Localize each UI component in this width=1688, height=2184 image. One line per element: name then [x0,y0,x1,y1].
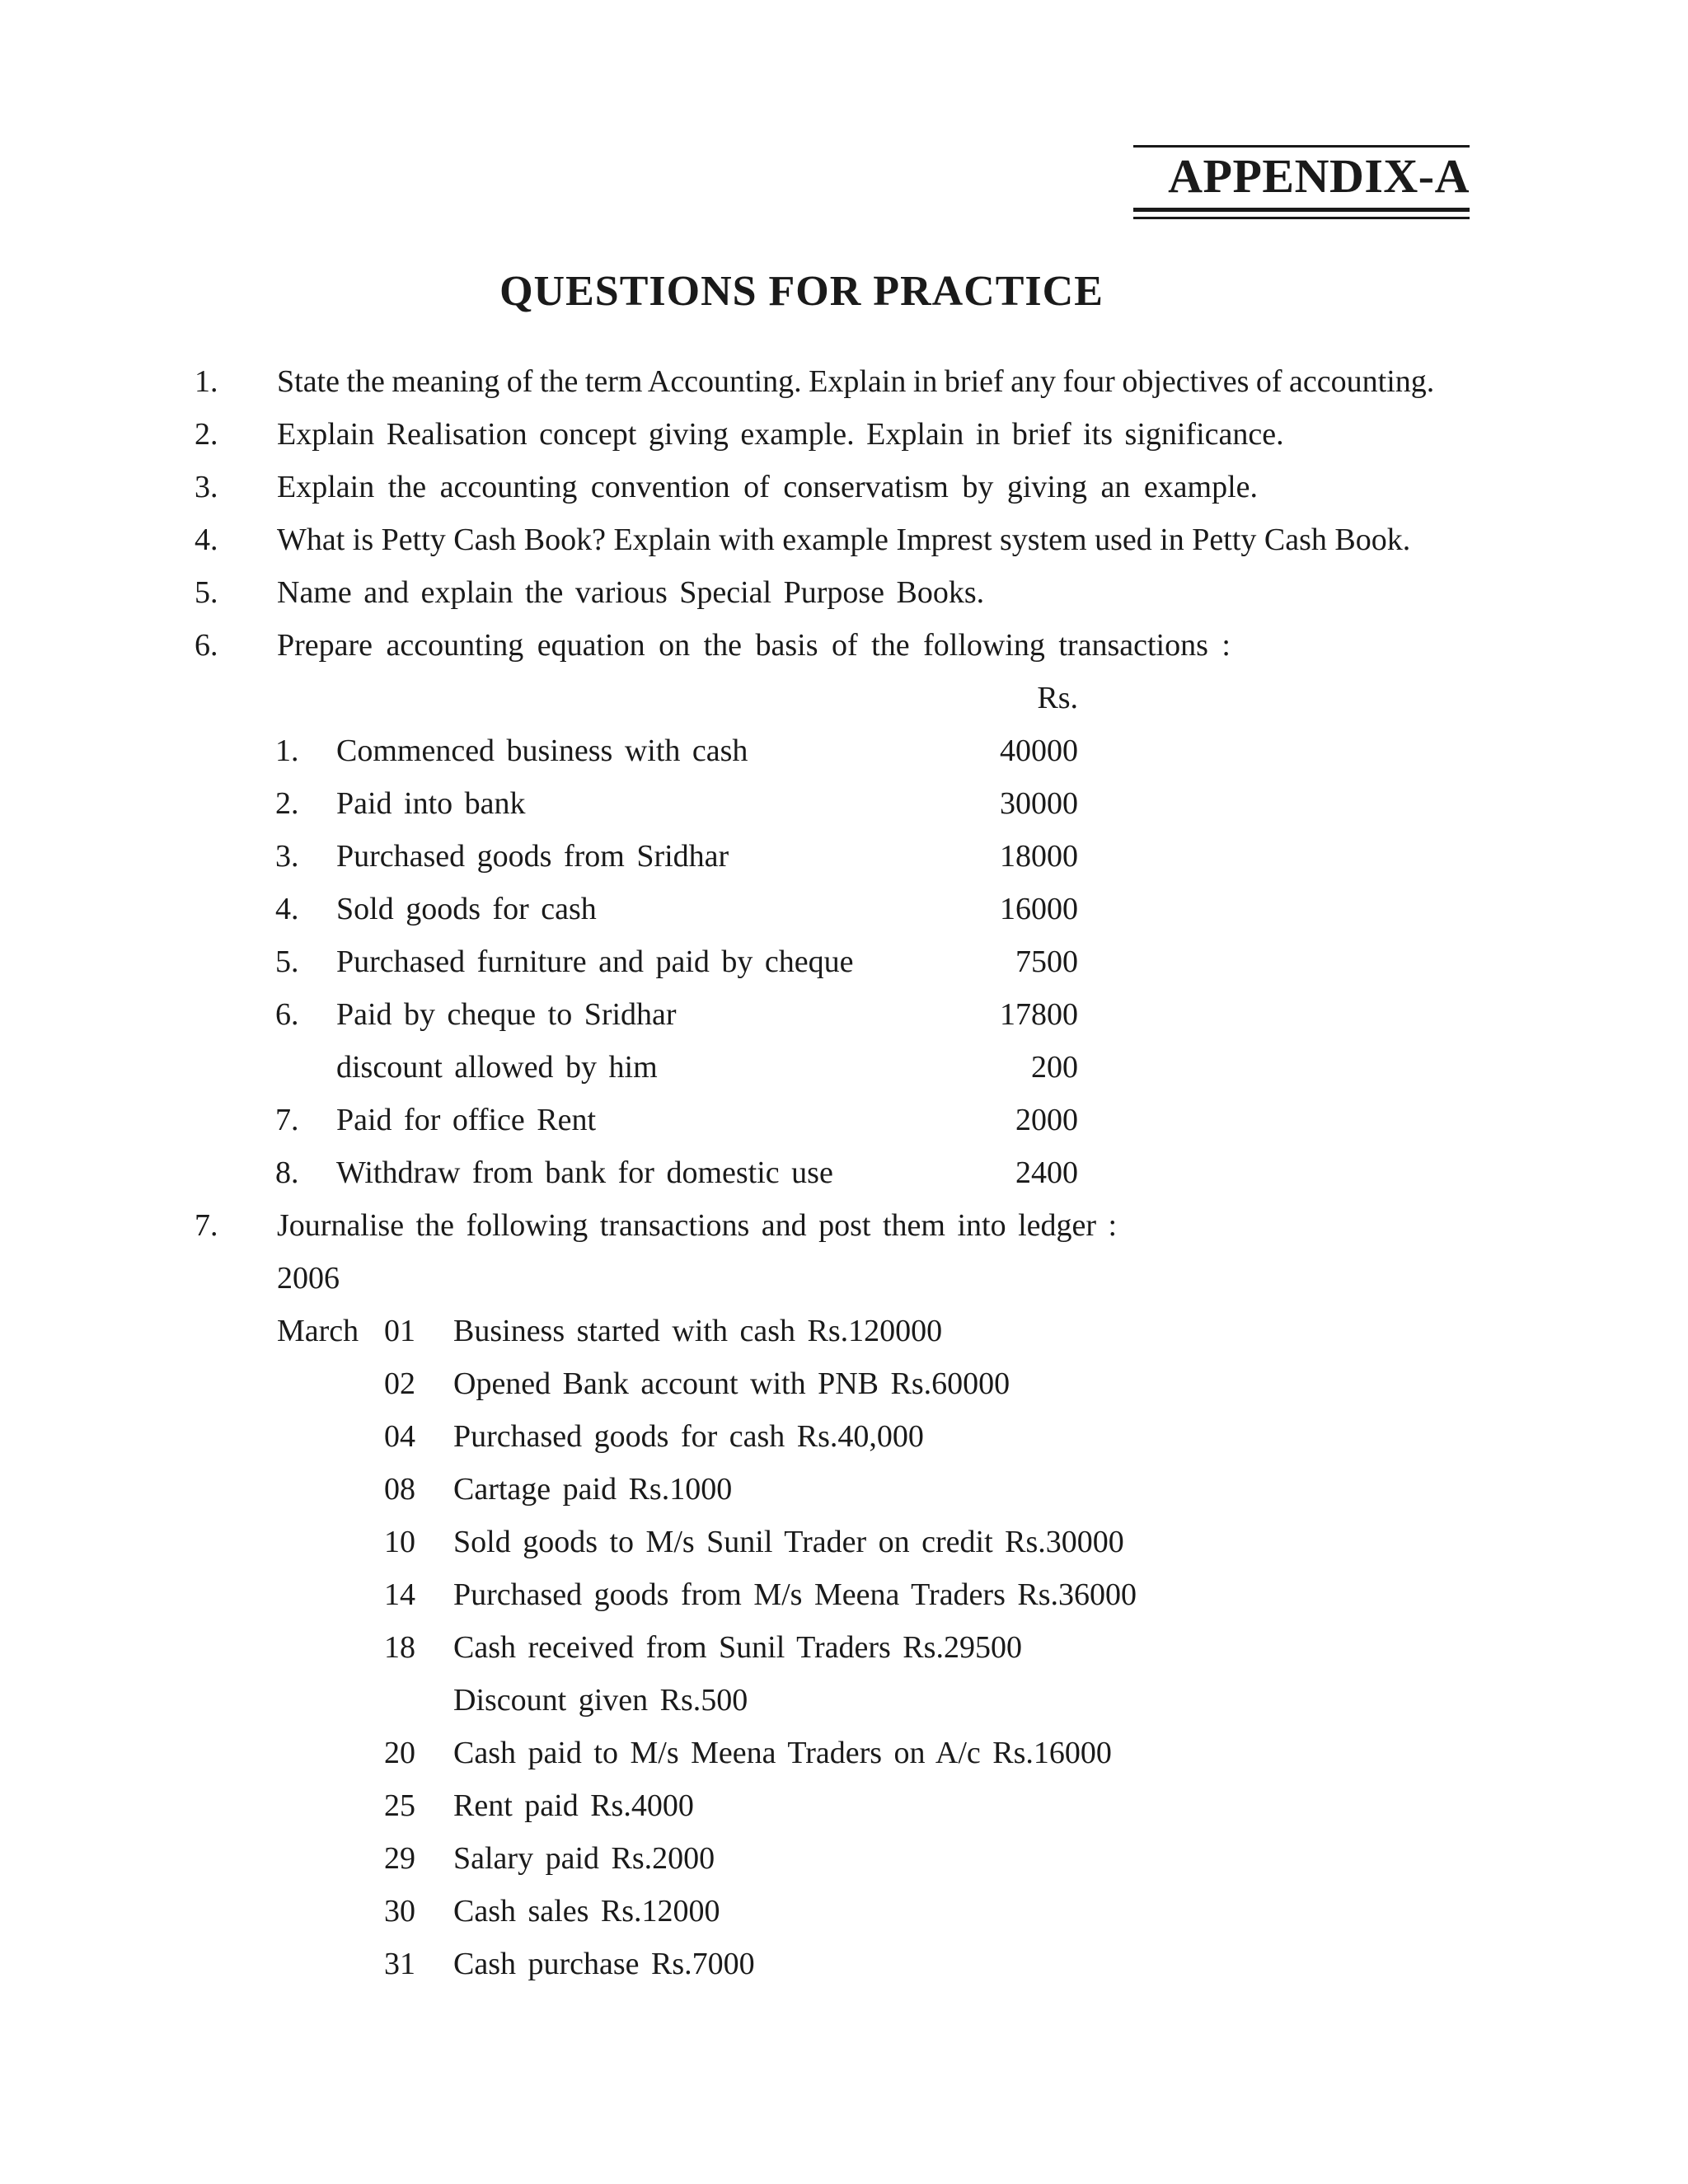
journal-day: 31 [384,1947,415,1981]
journal-day: 25 [384,1788,415,1823]
transaction-number: 1. [275,733,299,768]
question-text: State the meaning of the term Accounting. Explain in brief any four objectives of accounting. [277,364,1435,399]
question-text: Explain the accounting convention of conservatism by giving an example. [277,470,1259,504]
transaction-amount: 40000 [1000,733,1078,768]
transaction-amount: 30000 [1000,786,1078,821]
journal-day: 20 [384,1736,415,1770]
transaction-amount: 16000 [1000,892,1078,926]
transaction-amount: 2000 [1015,1103,1078,1137]
journal-entry-text: Cash paid to M/s Meena Traders on A/c Rs.16000 [453,1736,1112,1770]
transaction-text: Paid for office Rent [336,1103,597,1137]
journal-day: 04 [384,1419,415,1454]
page-title: QUESTIONS FOR PRACTICE [499,268,1104,315]
question-text: Journalise the following transactions and post them into ledger : [277,1208,1118,1243]
journal-day: 02 [384,1366,415,1401]
question-number: 6. [195,628,218,663]
journal-entry-text: Cash purchase Rs.7000 [453,1947,755,1981]
transaction-amount: 200 [1031,1050,1078,1085]
transaction-text: Sold goods for cash [336,892,597,926]
question-text: Name and explain the various Special Purpose Books. [277,575,985,610]
transaction-number: 2. [275,786,299,821]
journal-entry-text: Sold goods to M/s Sunil Trader on credit Rs.30000 [453,1525,1124,1559]
question-number: 2. [195,417,218,452]
journal-day: 10 [384,1525,415,1559]
journal-day: 01 [384,1314,415,1348]
journal-entry-text: Discount given Rs.500 [453,1683,748,1718]
transaction-text: Purchased goods from Sridhar [336,839,729,874]
question-number: 3. [195,470,218,504]
journal-entry-text: Cash received from Sunil Traders Rs.29500 [453,1630,1022,1665]
question-text: Prepare accounting equation on the basis of the following transactions : [277,628,1231,663]
journal-day: 14 [384,1577,415,1612]
transaction-text: Commenced business with cash [336,733,748,768]
transaction-amount: 7500 [1015,944,1078,979]
transaction-text: discount allowed by him [336,1050,658,1085]
journal-entry-text: Opened Bank account with PNB Rs.60000 [453,1366,1010,1401]
question-text: Explain Realisation concept giving example. Explain in brief its significance. [277,417,1284,452]
question-text: What is Petty Cash Book? Explain with example Imprest system used in Petty Cash Book. [277,523,1411,557]
journal-entry-text: Business started with cash Rs.120000 [453,1314,943,1348]
appendix-heading: APPENDIX-A [1168,149,1470,203]
journal-day: 18 [384,1630,415,1665]
journal-entry-text: Cartage paid Rs.1000 [453,1472,733,1507]
journal-entry-text: Cash sales Rs.12000 [453,1894,720,1929]
journal-entry-text: Purchased goods from M/s Meena Traders Rs.36000 [453,1577,1137,1612]
transaction-amount: 17800 [1000,997,1078,1032]
transaction-number: 7. [275,1103,299,1137]
question-number: 5. [195,575,218,610]
transaction-number: 3. [275,839,299,874]
question-number: 4. [195,523,218,557]
journal-day: 29 [384,1841,415,1876]
transaction-amount: 2400 [1015,1155,1078,1190]
journal-day: 30 [384,1894,415,1929]
transaction-number: 6. [275,997,299,1032]
transaction-text: Purchased furniture and paid by cheque [336,944,854,979]
journal-entry-text: Purchased goods for cash Rs.40,000 [453,1419,924,1454]
journal-entry-text: Rent paid Rs.4000 [453,1788,694,1823]
transaction-number: 4. [275,892,299,926]
transaction-text: Paid into bank [336,786,526,821]
transaction-amount: 18000 [1000,839,1078,874]
transaction-number: 5. [275,944,299,979]
amount-column-header: Rs. [1037,681,1078,715]
header-rule-bottom-thick [1133,208,1470,212]
journal-day: 08 [384,1472,415,1507]
question-number: 7. [195,1208,218,1243]
transaction-number: 8. [275,1155,299,1190]
journal-month: March [277,1314,359,1348]
journal-year: 2006 [277,1261,340,1296]
journal-entry-text: Salary paid Rs.2000 [453,1841,715,1876]
question-number: 1. [195,364,218,399]
header-rule-bottom-thin [1133,217,1470,219]
transaction-text: Paid by cheque to Sridhar [336,997,677,1032]
transaction-text: Withdraw from bank for domestic use [336,1155,833,1190]
